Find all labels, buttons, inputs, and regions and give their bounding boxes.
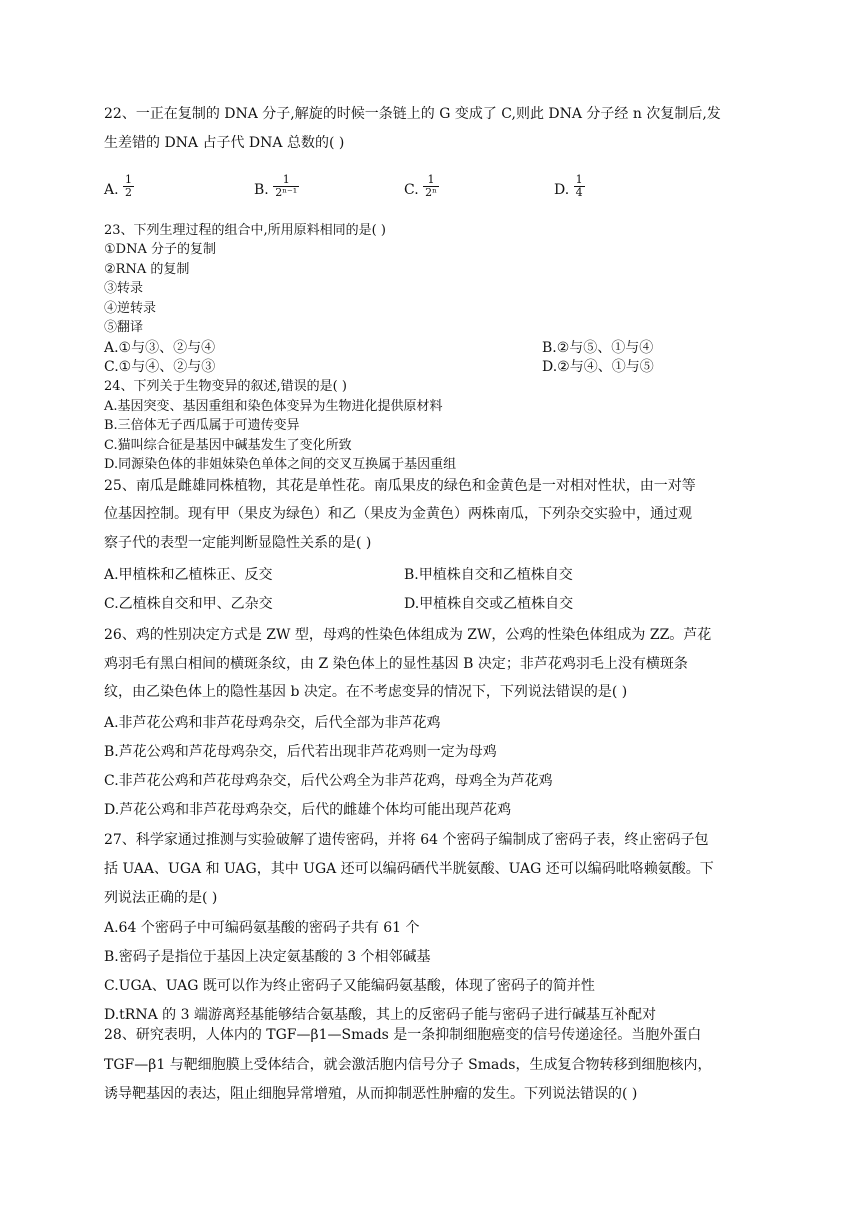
q23-option-a: A.①与③、②与④ bbox=[104, 340, 216, 356]
q28-stem-line-1: 28、研究表明，人体内的 TGF—β1—Smads 是一条抑制细胞癌变的信号传递途径。当胞外蛋白 bbox=[104, 1027, 702, 1043]
q27-stem-line-1: 27、科学家通过推测与实验破解了遗传密码，并将 64 个密码子编制成了密码子表，终止密码子包 bbox=[104, 832, 709, 848]
q27-stem-line-2: 括 UAA、UGA 和 UAG，其中 UGA 还可以编码硒代半胱氨酸、UAG 还可以编码吡咯赖氨酸。下 bbox=[104, 861, 714, 877]
q27-option-c: C.UGA、UAG 既可以作为终止密码子又能编码氨基酸，体现了密码子的简并性 bbox=[104, 978, 595, 994]
q27-option-a: A.64 个密码子中可编码氨基酸的密码子共有 61 个 bbox=[104, 920, 420, 936]
q23-option-d: D.②与④、①与⑤ bbox=[542, 359, 654, 375]
q22-option-c: C. $\frac{1}{\text{2ⁿ}}$ bbox=[404, 173, 437, 199]
q22-stem-line-1: 22、一正在复制的 DNA 分子,解旋的时候一条链上的 G 变成了 C,则此 DNA 分子经 n 次复制后,发 bbox=[104, 106, 721, 122]
q28-stem-line-3: 诱导靶基因的表达，阻止细胞异常增殖，从而抑制恶性肿瘤的发生。下列说法错误的( ) bbox=[104, 1086, 638, 1102]
q26-stem-line-1: 26、鸡的性别决定方式是 ZW 型，母鸡的性染色体组成为 ZW，公鸡的性染色体组成为 ZZ。芦花 bbox=[104, 627, 712, 643]
q22-stem-line-2: 生差错的 DNA 占子代 DNA 总数的( ) bbox=[104, 135, 345, 151]
q25-option-a: A.甲植株和乙植株正、反交 bbox=[104, 567, 273, 583]
q22-option-d: D. $\frac{1}{4}$ bbox=[554, 173, 583, 199]
q24-option-d: D.同源染色体的非姐妹染色单体之间的交叉互换属于基因重组 bbox=[104, 457, 457, 472]
q23-item-1: ①DNA 分子的复制 bbox=[104, 242, 216, 257]
q27-stem-line-3: 列说法正确的是( ) bbox=[104, 890, 218, 906]
q26-stem-line-2: 鸡羽毛有黑白相间的横斑条纹，由 Z 染色体上的显性基因 B 决定；非芦花鸡羽毛上没有横斑条 bbox=[104, 656, 688, 672]
q23-item-5: ⑤翻译 bbox=[104, 320, 144, 335]
q25-stem-line-1: 25、南瓜是雌雄同株植物，其花是单性花。南瓜果皮的绿色和金黄色是一对相对性状，由一对等 bbox=[104, 478, 696, 494]
q24-option-c: C.猫叫综合征是基因中碱基发生了变化所致 bbox=[104, 438, 352, 453]
q27-option-b: B.密码子是指位于基因上决定氨基酸的 3 个相邻碱基 bbox=[104, 949, 431, 965]
q25-option-d: D.甲植株自交或乙植株自交 bbox=[404, 596, 574, 612]
q28-stem-line-2: TGF—β1 与靶细胞膜上受体结合，就会激活胞内信号分子 Smads，生成复合物转移到细胞核内， bbox=[104, 1057, 712, 1073]
q26-option-d: D.芦花公鸡和非芦花母鸡杂交，后代的雌雄个体均可能出现芦花鸡 bbox=[104, 802, 512, 818]
q25-option-c: C.乙植株自交和甲、乙杂交 bbox=[104, 596, 273, 612]
q24-option-a: A.基因突变、基因重组和染色体变异为生物进化提供原材料 bbox=[104, 399, 443, 414]
q26-stem-line-3: 纹，由乙染色体上的隐性基因 b 决定。在不考虑变异的情况下，下列说法错误的是( ) bbox=[104, 684, 628, 700]
q22-option-a: A. $\frac{1}{2}$ bbox=[104, 173, 133, 199]
q26-option-b: B.芦花公鸡和芦花母鸡杂交，后代若出现非芦花鸡则一定为母鸡 bbox=[104, 744, 497, 760]
q24-option-b: B.三倍体无子西瓜属于可遗传变异 bbox=[104, 418, 300, 433]
q26-option-c: C.非芦花公鸡和芦花母鸡杂交，后代公鸡全为非芦花鸡，母鸡全为芦花鸡 bbox=[104, 773, 553, 789]
q23-stem: 23、下列生理过程的组合中,所用原料相同的是( ) bbox=[104, 223, 386, 238]
q23-option-c: C.①与④、②与③ bbox=[104, 359, 216, 375]
q26-option-a: A.非芦花公鸡和非芦花母鸡杂交，后代全部为非芦花鸡 bbox=[104, 715, 441, 731]
q25-option-b: B.甲植株自交和乙植株自交 bbox=[404, 567, 573, 583]
q24-stem: 24、下列关于生物变异的叙述,错误的是( ) bbox=[104, 379, 347, 394]
q23-item-4: ④逆转录 bbox=[104, 301, 157, 316]
q25-stem-line-2: 位基因控制。现有甲（果皮为绿色）和乙（果皮为金黄色）两株南瓜，下列杂交实验中，通过观 bbox=[104, 506, 692, 522]
q22-option-b: B. $\frac{1}{\text{2ⁿ⁻¹}}$ bbox=[254, 173, 298, 199]
q23-item-2: ②RNA 的复制 bbox=[104, 262, 190, 277]
q23-option-b: B.②与⑤、①与④ bbox=[542, 340, 654, 356]
q27-option-d: D.tRNA 的 3 端游离羟基能够结合氨基酸，其上的反密码子能与密码子进行碱基互补配对 bbox=[104, 1007, 656, 1023]
q25-stem-line-3: 察子代的表型一定能判断显隐性关系的是( ) bbox=[104, 535, 372, 551]
q23-item-3: ③转录 bbox=[104, 281, 144, 296]
